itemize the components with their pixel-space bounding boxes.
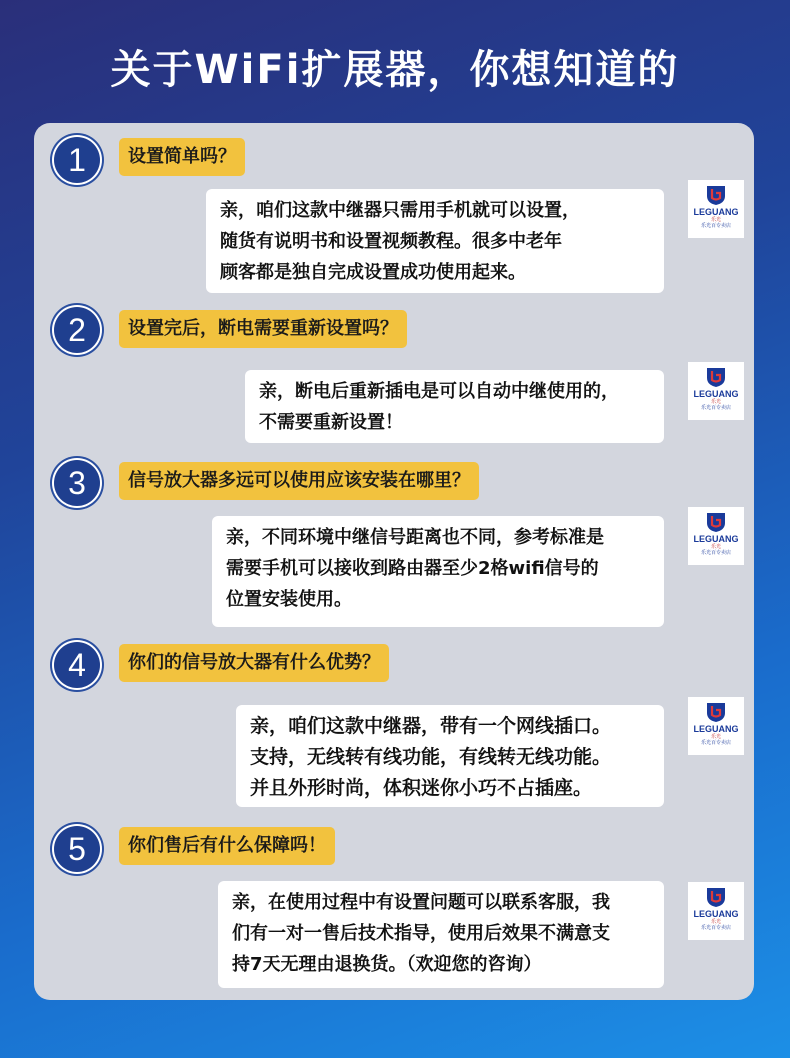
answer-line: 顾客都是独自完成设置成功使用起来。 — [220, 262, 526, 283]
faq-number-4: 4 — [54, 642, 100, 688]
page-title: 关于WiFi扩展器，你想知道的 — [110, 47, 680, 93]
answer-line: 需要手机可以接收到路由器至少2格wifi信号的 — [226, 558, 599, 579]
logo-sub: 乐光 — [710, 734, 721, 740]
faq-number-1: 1 — [54, 137, 100, 183]
brand-logo — [688, 882, 744, 940]
logo-sub2: 乐光百专卖店 — [700, 405, 731, 411]
faq-answer-5 — [218, 881, 664, 988]
logo-sub2: 乐光百专卖店 — [700, 740, 731, 746]
faq-answer-1 — [206, 189, 664, 293]
logo-sub2: 乐光百专卖店 — [700, 223, 731, 229]
answer-line: 亲，咱们这款中继器只需用手机就可以设置， — [220, 200, 580, 221]
answer-line: 亲，咱们这款中继器，带有一个网线插口。 — [250, 715, 612, 737]
faq-answer-4 — [236, 705, 664, 807]
brand-logo — [688, 180, 744, 238]
answer-line: 随货有说明书和设置视频教程。很多中老年 — [220, 231, 562, 252]
answer-line: 持7天无理由退换货。（欢迎您的咨询） — [232, 954, 542, 975]
shield-icon — [705, 701, 727, 723]
answer-line: 亲，不同环境中继信号距离也不同，参考标准是 — [226, 527, 604, 548]
faq-answer-2 — [245, 370, 664, 443]
brand-logo — [688, 507, 744, 565]
logo-sub: 乐光 — [710, 544, 721, 550]
answer-line: 亲，断电后重新插电是可以自动中继使用的， — [259, 381, 619, 402]
faq-question-3: 信号放大器多远可以使用应该安装在哪里？ — [119, 462, 479, 500]
faq-question-5: 你们售后有什么保障吗！ — [119, 827, 335, 865]
faq-number-2: 2 — [54, 307, 100, 353]
answer-line: 并且外形时尚，体积迷你小巧不占插座。 — [250, 777, 593, 799]
logo-sub2: 乐光百专卖店 — [700, 925, 731, 931]
logo-brand: LEGUANG — [693, 389, 739, 399]
faq-number-3: 3 — [54, 460, 100, 506]
logo-sub: 乐光 — [710, 217, 721, 223]
faq-answer-3 — [212, 516, 664, 627]
brand-logo — [688, 697, 744, 755]
faq-question-2: 设置完后，断电需要重新设置吗？ — [119, 310, 407, 348]
faq-question-1: 设置简单吗？ — [119, 138, 245, 176]
faq-number-5: 5 — [54, 826, 100, 872]
logo-brand: LEGUANG — [693, 909, 739, 919]
logo-brand: LEGUANG — [693, 724, 739, 734]
faq-question-4: 你们的信号放大器有什么优势？ — [119, 644, 389, 682]
shield-icon — [705, 511, 727, 533]
logo-brand: LEGUANG — [693, 207, 739, 217]
answer-line: 位置安装使用。 — [226, 589, 352, 610]
shield-icon — [705, 184, 727, 206]
shield-icon — [705, 886, 727, 908]
logo-brand: LEGUANG — [693, 534, 739, 544]
answer-line: 们有一对一售后技术指导，使用后效果不满意支 — [232, 923, 610, 944]
shield-icon — [705, 366, 727, 388]
answer-line: 支持，无线转有线功能，有线转无线功能。 — [250, 746, 612, 768]
logo-sub2: 乐光百专卖店 — [700, 550, 731, 556]
answer-line: 不需要重新设置！ — [259, 412, 403, 433]
logo-sub: 乐光 — [710, 919, 721, 925]
answer-line: 亲，在使用过程中有设置问题可以联系客服，我 — [232, 892, 610, 913]
logo-sub: 乐光 — [710, 399, 721, 405]
brand-logo — [688, 362, 744, 420]
